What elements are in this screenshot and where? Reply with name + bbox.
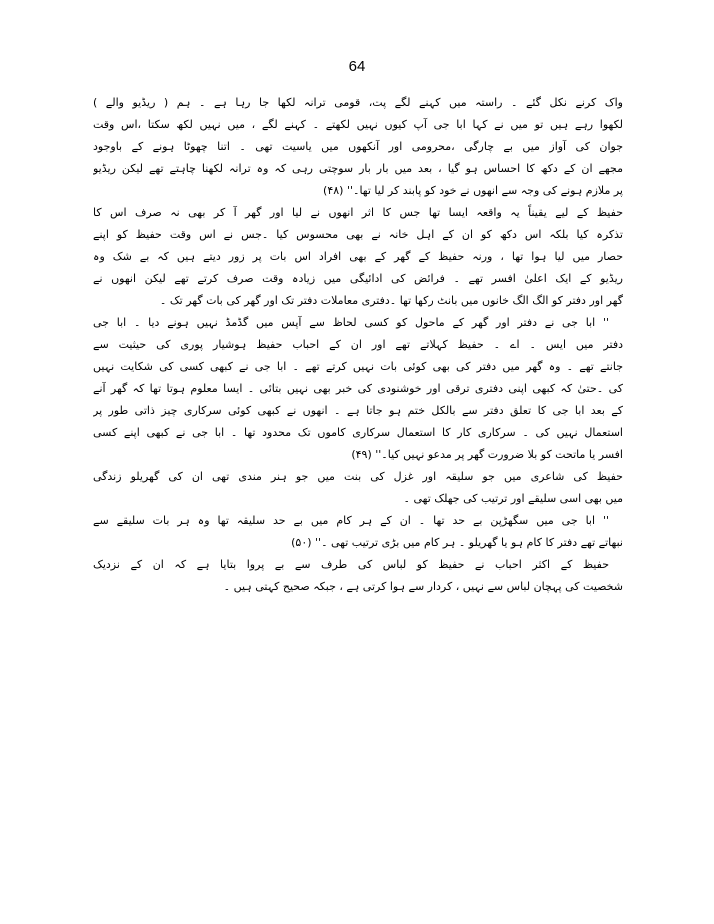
- text-line: لکھوا رہے ہیں تو میں نے کہا ابا جی آپ کیوں نہیں لکھتے ۔ کہنے لگے ، میں نہیں لکھ سکتا ،اس وقت: [93, 118, 623, 131]
- text-line: پر ملازم ہونے کی وجہ سے انھوں نے خود کو پابند کر لیا تھا۔'' (۴۸): [323, 184, 623, 197]
- text-line: جوان کی آواز میں بے چارگی ،محرومی اور آنکھوں میں یاسیت تھی ۔ اتنا چھوٹا ہونے کے باوجود: [93, 140, 623, 153]
- paragraph: [93, 312, 623, 466]
- text-line: دفتر میں ایس ۔ اے ۔ حفیظ کہلاتے تھے اور ان کے احباب حفیظ ہوشیار پوری کی حیثیت سے: [93, 338, 623, 351]
- text-line: جانتے تھے ۔ وہ گھر میں دفتر کی بھی کوئی بات نہیں کرتے تھے ۔ ابا جی نے کبھی کسی کی شکایت نہیں: [93, 360, 623, 373]
- text-line: میں بھی اسی سلیقے اور ترتیب کی جھلک تھی ۔: [403, 492, 623, 505]
- text-line: '' ابا جی میں سگھڑپن بے حد تھا ۔ ان کے ہر کام میں بے حد سلیقہ تھا وہ ہر بات سلیقے سے: [93, 514, 609, 527]
- text-line: گھر اور دفتر کو الگ الگ خانوں میں بانٹ رکھا تھا ۔دفتری معاملات دفتر تک اور گھر کی بات گھر تک ۔: [159, 294, 623, 307]
- body-text: [93, 92, 623, 598]
- paragraph: [93, 466, 623, 510]
- text-line: کے بعد ابا جی کا تعلق دفتر سے بالکل ختم ہو جاتا ہے ۔ انھوں نے کبھی کوئی سرکاری چیز ذاتی طور پر: [93, 404, 623, 417]
- text-line: حفیظ کے اکثر احباب نے حفیظ کو لباس کی طرف سے بے پروا بتایا ہے کہ ان کے نزدیک: [93, 558, 609, 571]
- text-line: نبھاتے تھے دفتر کا کام ہو یا گھریلو ۔ ہر کام میں بڑی ترتیب تھی ۔'' (۵۰): [291, 536, 623, 549]
- paragraph: [93, 554, 623, 598]
- text-line: افسر یا ماتحت کو بلا ضرورت گھر پر مدعو نہیں کیا۔'' (۴۹): [351, 448, 623, 461]
- text-line: استعمال نہیں کی ۔ سرکاری کار کا استعمال سرکاری کاموں تک محدود تھا ۔ ابا جی نے کبھی اپنے کسی: [93, 426, 623, 439]
- text-line: حفیظ کے لیے یقیناً یہ واقعہ ایسا تھا جس کا اثر انھوں نے لیا اور گھر آ کر بھی نہ صرف اس کا: [93, 206, 623, 219]
- text-line: واک کرنے نکل گئے ۔ راستہ میں کہنے لگے پت، قومی ترانہ لکھا جا رہا ہے ۔ ہم ( ریڈیو والے ): [93, 96, 623, 109]
- paragraph: [93, 202, 623, 312]
- page-number: 64: [348, 58, 366, 75]
- text-line: تذکرہ کیا بلکہ اس دکھ کو ان کے اہل خانہ نے بھی محسوس کیا ۔جس نے اس وقت حفیظ کو اپنے: [93, 228, 623, 241]
- text-line: ریڈیو کے ایک اعلیٰ افسر تھے ۔ فرائض کی ادائیگی میں زیادہ وقت صرف کرتے تھے لیکن انھوں نے: [93, 272, 623, 285]
- paragraph: [93, 510, 623, 554]
- text-line: '' ابا جی نے دفتر اور گھر کے ماحول کو کسی لحاظ سے آپس میں گڈمڈ نہیں ہونے دیا ۔ ابا جی: [93, 316, 609, 329]
- paragraph: [93, 92, 623, 202]
- text-line: حصار میں لیا ہوا تھا ، ورنہ حفیظ کے گھر کے بھی افراد اس بات پر زور دیتے ہیں کہ بے شک وہ: [93, 250, 623, 263]
- text-line: مجھے ان کے دکھ کا احساس ہو گیا ، بعد میں بار بار سوچتی رہی کہ وہ ترانہ لکھنا چاہتے تھے لیکن ریڈیو: [93, 162, 623, 175]
- text-line: کی ۔حتیٰ کہ کبھی اپنی دفتری ترقی اور خوشنودی کی خبر بھی نہیں بتائی ۔ ایسا معلوم ہوتا تھا کہ گھر آنے: [93, 382, 623, 395]
- text-line: شخصیت کی پہچان لباس سے نہیں ، کردار سے ہوا کرتی ہے ، جبکہ صحیح کہتی ہیں ۔: [223, 580, 623, 593]
- text-line: حفیظ کی شاعری میں جو سلیقہ اور غزل کی بنت میں جو ہنر مندی تھی ان کی گھریلو زندگی: [93, 470, 623, 483]
